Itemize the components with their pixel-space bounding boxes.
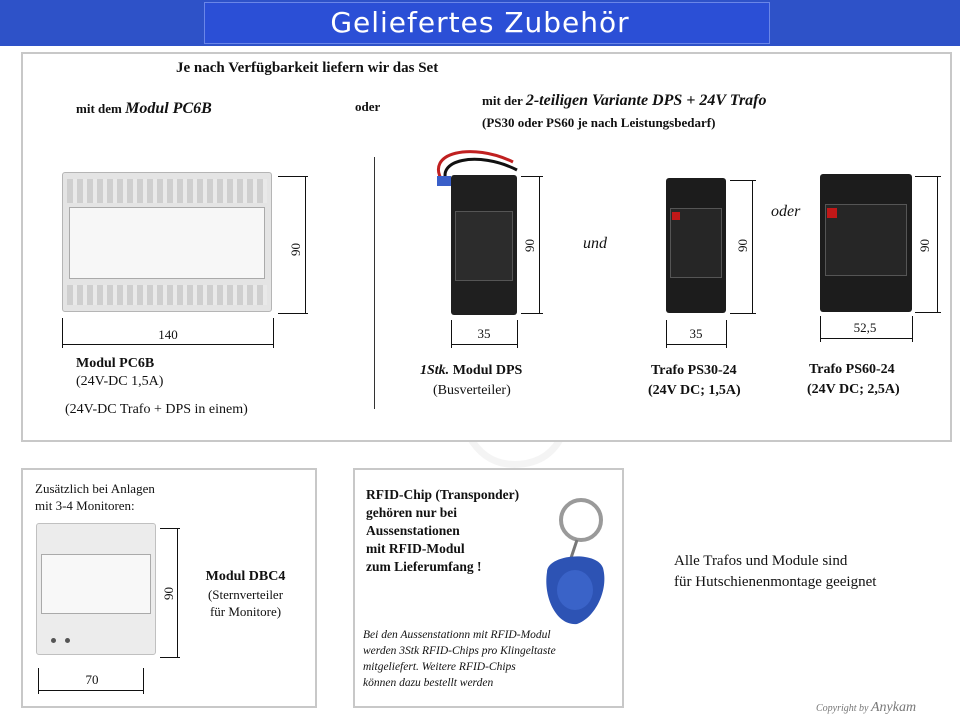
ps60-name: Trafo PS60-24	[809, 362, 895, 377]
rfid-line5: zum Lieferumfang !	[366, 559, 482, 574]
dbc4-sub1: (Sternverteiler	[207, 587, 284, 602]
dps-front-label	[455, 211, 513, 281]
dbc4-led-left	[51, 638, 56, 643]
pc6b-spec: (24V-DC 1,5A)	[76, 374, 164, 389]
dbc4-intro-line2: mit 3-4 Monitoren:	[35, 498, 135, 513]
oder-label: oder	[355, 99, 381, 114]
und-label: und	[583, 235, 607, 252]
pc6b-dim-tick-right	[273, 318, 274, 348]
dbc4-front-label	[41, 554, 151, 614]
dps-name	[420, 363, 522, 379]
ps30-dim-tick-right	[726, 320, 727, 348]
ps30-sub: (24V DC; 1,5A)	[648, 383, 741, 398]
pc6b-front-label	[69, 207, 265, 279]
dbc4-height-line	[177, 528, 178, 657]
oder-italic-label: oder	[771, 203, 801, 220]
pc6b-height-label: 90	[288, 243, 303, 256]
pc6b-width-label: 140	[158, 327, 178, 342]
page-title: Geliefertes Zubehör	[330, 6, 630, 39]
pc6b-vents	[67, 179, 267, 203]
copyright	[816, 700, 916, 716]
pc6b-name: Modul PC6B	[76, 356, 155, 371]
dps-height-label: 90	[522, 239, 537, 252]
option-a-prefix: mit dem	[76, 101, 126, 116]
ps60-front-label	[825, 204, 907, 276]
dbc4-width-label: 70	[85, 672, 99, 687]
ps30-height-label: 90	[735, 239, 750, 252]
dps-dim-tick-bottom	[521, 313, 543, 314]
dbc4-width-line	[38, 690, 143, 691]
dbc4-intro-line1: Zusätzlich bei Anlagen	[35, 481, 155, 496]
dps-name-main: Modul DPS	[449, 363, 523, 378]
dps-name-prefix: 1Stk.	[420, 363, 450, 378]
dbc4-name: Modul DBC4	[205, 569, 286, 584]
ps30-trafo-image	[666, 178, 726, 313]
mounting-note-line2: für Hutschienenmontage geeignet	[674, 574, 877, 590]
option-b-note: (PS30 oder PS60 je nach Leistungsbedarf)	[482, 115, 716, 130]
option-b-name: 2-teiligen Variante DPS + 24V Trafo	[525, 92, 767, 109]
ps60-height-label: 90	[917, 239, 932, 252]
ps60-sub: (24V DC; 2,5A)	[807, 382, 900, 397]
ps60-brand-mark	[827, 208, 837, 218]
rfid-note1: Bei den Aussenstationn mit RFID-Modul	[363, 629, 551, 641]
dbc4-height-label: 90	[161, 587, 176, 600]
rfid-note4: können dazu bestellt werden	[363, 677, 494, 689]
rfid-line3: Aussenstationen	[366, 523, 460, 538]
ps60-width-label: 52,5	[853, 320, 877, 335]
ps60-height-line	[937, 176, 938, 312]
option-a-label	[76, 100, 212, 118]
dps-width-label: 35	[477, 326, 491, 341]
dps-width-line	[451, 344, 517, 345]
ps30-name: Trafo PS30-24	[651, 363, 737, 378]
ps30-dim-tick-bottom	[730, 313, 756, 314]
pc6b-dim-tick-bottom	[278, 313, 308, 314]
dbc4-module-image	[36, 523, 156, 655]
dps-sub: (Busverteiler)	[433, 383, 511, 398]
ps30-width-label: 35	[689, 326, 703, 341]
ps60-width-line	[820, 338, 912, 339]
dbc4-sub2: für Monitore)	[209, 604, 282, 619]
ps30-brand-mark	[672, 212, 680, 220]
option-b-prefix: mit der	[482, 93, 526, 108]
rfid-note3: mitgeliefert. Weitere RFID-Chips	[363, 661, 516, 673]
option-a-name: Modul PC6B	[125, 100, 212, 117]
dps-dim-tick-right	[517, 320, 518, 348]
mounting-note-line1: Alle Trafos und Module sind	[674, 553, 848, 569]
ps60-trafo-image	[820, 174, 912, 312]
set-intro: Je nach Verfügbarkeit liefern wir das Set	[176, 60, 439, 76]
copyright-prefix: Copyright by	[816, 703, 869, 714]
pc6b-module-image	[62, 172, 272, 312]
dbc4-dim-tick-right	[143, 668, 144, 694]
pc6b-note: (24V-DC Trafo + DPS in einem)	[65, 402, 248, 417]
option-b-label	[482, 92, 767, 110]
dps-module-image	[451, 175, 517, 315]
ps30-height-line	[752, 180, 753, 313]
rfid-line1: RFID-Chip (Transponder)	[366, 487, 520, 502]
dps-height-line	[539, 176, 540, 313]
rfid-note2: werden 3Stk RFID-Chips pro Klingeltaste	[363, 645, 556, 657]
rfid-line4: mit RFID-Modul	[366, 541, 465, 556]
pc6b-bottom-vents	[67, 285, 267, 305]
dbc4-dim-tick-bottom	[160, 657, 180, 658]
pc6b-height-line	[305, 176, 306, 313]
rfid-line2: gehören nur bei	[366, 505, 458, 520]
pc6b-width-line	[62, 344, 273, 345]
copyright-brand: Anykam	[871, 700, 917, 715]
rfid-keyfob-image	[537, 494, 617, 634]
dbc4-led-right	[65, 638, 70, 643]
pc6b-dim-tick-top	[278, 176, 308, 177]
ps60-dim-tick-bottom	[915, 312, 941, 313]
ps30-width-line	[666, 344, 726, 345]
option-divider	[374, 157, 375, 409]
ps60-dim-tick-right	[912, 316, 913, 342]
